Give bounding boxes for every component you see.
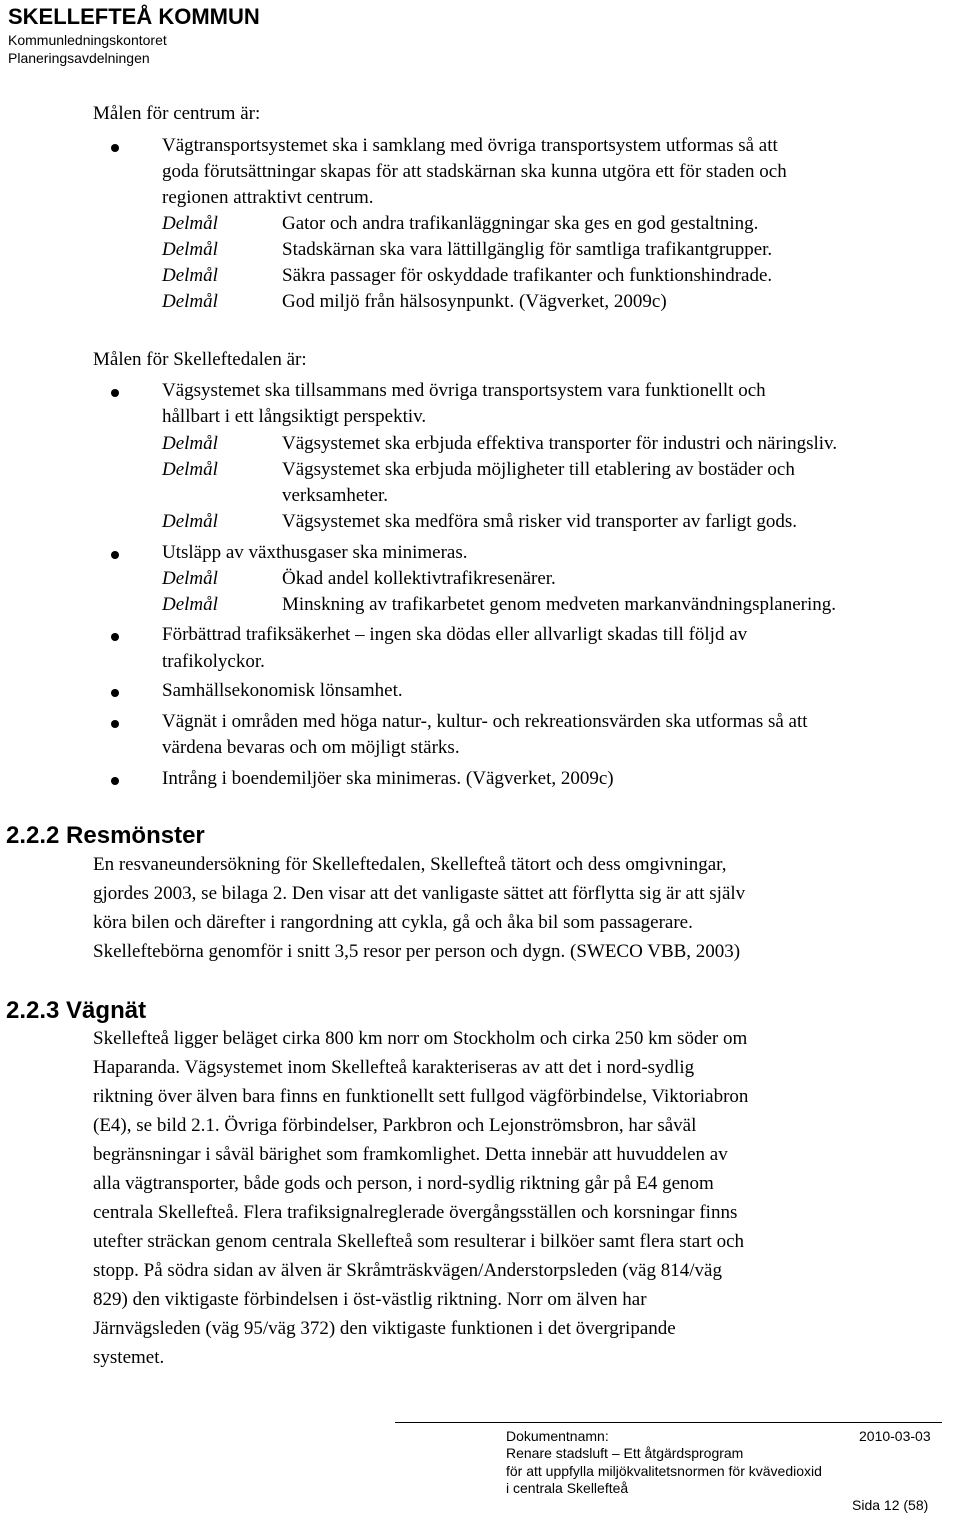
- bullet-marker: [111, 777, 119, 785]
- footer-date: 2010-03-03: [859, 1428, 931, 1444]
- footer-doc-location: i centrala Skellefteå: [506, 1480, 629, 1496]
- delmal-label: Delmål: [162, 459, 218, 480]
- footer-docname-label: Dokumentnamn:: [506, 1428, 609, 1444]
- paragraph-line: systemet.: [93, 1347, 165, 1368]
- delmal-text: Vägsystemet ska erbjuda effektiva transporter för industri och näringsliv.: [282, 433, 838, 454]
- delmal-text: verksamheter.: [282, 485, 389, 506]
- skelleftedalen-bullet-line: Vägsystemet ska tillsammans med övriga transportsystem vara funktionellt och: [162, 380, 766, 401]
- bullet-marker: [111, 551, 119, 559]
- paragraph-line: gjordes 2003, se bilaga 2. Den visar att det vanligaste sättet att förflytta sig är att själv: [93, 883, 746, 904]
- delmal-text: Vägsystemet ska medföra små risker vid transporter av farligt gods.: [282, 511, 797, 532]
- department-name: Kommunledningskontoret: [8, 32, 167, 48]
- bullet-marker: [111, 720, 119, 728]
- skelleftedalen-bullet-line: Förbättrad trafiksäkerhet – ingen ska dödas eller allvarligt skadas till följd av: [162, 624, 748, 645]
- delmal-text: Gator och andra trafikanläggningar ska ges en god gestaltning.: [282, 213, 759, 234]
- delmal-text: Minskning av trafikarbetet genom medveten markanvändningsplanering.: [282, 594, 837, 615]
- bullet-marker: [111, 389, 119, 397]
- delmal-text: Ökad andel kollektivtrafikresenärer.: [282, 568, 556, 589]
- bullet-marker: [111, 144, 119, 152]
- skelleftedalen-bullet-line: trafikolyckor.: [162, 651, 265, 672]
- paragraph-line: stopp. På södra sidan av älven är Skråmträskvägen/Anderstorpsleden (väg 814/väg: [93, 1260, 722, 1281]
- paragraph-line: Haparanda. Vägsystemet inom Skellefteå karakteriseras av att det i nord-sydlig: [93, 1057, 695, 1078]
- paragraph-line: 829) den viktigaste förbindelsen i öst-västlig riktning. Norr om älven har: [93, 1289, 647, 1310]
- delmal-text: God miljö från hälsosynpunkt. (Vägverket, 2009c): [282, 291, 667, 312]
- delmal-label: Delmål: [162, 239, 218, 260]
- paragraph-line: Skelleftebörna genomför i snitt 3,5 resor per person och dygn. (SWECO VBB, 2003): [93, 941, 741, 962]
- organization-name: SKELLEFTEÅ KOMMUN: [8, 4, 260, 29]
- delmal-label: Delmål: [162, 213, 218, 234]
- skelleftedalen-heading: Målen för Skelleftedalen är:: [93, 349, 307, 370]
- centrum-bullet-line: regionen attraktivt centrum.: [162, 187, 374, 208]
- paragraph-line: utefter sträckan genom centrala Skellefteå som resulterar i bilköer samt flera start och: [93, 1231, 745, 1252]
- footer-rule-left: [395, 1422, 506, 1423]
- footer-rule: [506, 1422, 942, 1423]
- bullet-marker: [111, 689, 119, 697]
- delmal-label: Delmål: [162, 568, 218, 589]
- paragraph-line: Järnvägsleden (väg 95/väg 372) den viktigaste funktionen i det övergripande: [93, 1318, 676, 1339]
- delmal-text: Stadskärnan ska vara lättillgänglig för samtliga trafikantgrupper.: [282, 239, 773, 260]
- delmal-text: Vägsystemet ska erbjuda möjligheter till etablering av bostäder och: [282, 459, 795, 480]
- paragraph-line: En resvaneundersökning för Skelleftedalen, Skellefteå tätort och dess omgivningar,: [93, 854, 727, 875]
- centrum-bullet-line: Vägtransportsystemet ska i samklang med övriga transportsystem utformas så att: [162, 135, 778, 156]
- delmal-label: Delmål: [162, 265, 218, 286]
- section-heading-resmonster: 2.2.2 Resmönster: [6, 822, 205, 849]
- delmal-label: Delmål: [162, 594, 218, 615]
- footer-doc-title: Renare stadsluft – Ett åtgärdsprogram: [506, 1445, 744, 1461]
- skelleftedalen-bullet-line: Intrång i boendemiljöer ska minimeras. (Vägverket, 2009c): [162, 768, 614, 789]
- footer-doc-subtitle: för att uppfylla miljökvalitetsnormen för kvävedioxid: [506, 1463, 822, 1479]
- paragraph-line: alla vägtransporter, både gods och person, i nord-sydlig riktning går på E4 genom: [93, 1173, 714, 1194]
- delmal-label: Delmål: [162, 511, 218, 532]
- paragraph-line: Skellefteå ligger beläget cirka 800 km norr om Stockholm och cirka 250 km söder om: [93, 1028, 748, 1049]
- skelleftedalen-bullet-line: värdena bevaras och om möjligt stärks.: [162, 737, 460, 758]
- skelleftedalen-bullet-line: Utsläpp av växthusgaser ska minimeras.: [162, 542, 468, 563]
- delmal-label: Delmål: [162, 433, 218, 454]
- skelleftedalen-bullet-line: Samhällsekonomisk lönsamhet.: [162, 680, 403, 701]
- centrum-bullet-line: goda förutsättningar skapas för att stadskärnan ska kunna utgöra ett för staden och: [162, 161, 787, 182]
- delmal-label: Delmål: [162, 291, 218, 312]
- paragraph-line: centrala Skellefteå. Flera trafiksignalreglerade övergångsställen och korsningar finns: [93, 1202, 738, 1223]
- paragraph-line: (E4), se bild 2.1. Övriga förbindelser, Parkbron och Lejonströmsbron, har såväl: [93, 1115, 697, 1136]
- section-heading-vagnat: 2.2.3 Vägnät: [6, 997, 147, 1024]
- skelleftedalen-bullet-line: hållbart i ett långsiktigt perspektiv.: [162, 406, 427, 427]
- paragraph-line: riktning över älven bara finns en funktionellt sett fullgod vägförbindelse, Viktoriabron: [93, 1086, 749, 1107]
- paragraph-line: begränsningar i såväl bärighet som framkomlighet. Detta innebär att huvuddelen av: [93, 1144, 728, 1165]
- delmal-text: Säkra passager för oskyddade trafikanter och funktionshindrade.: [282, 265, 773, 286]
- centrum-heading: Målen för centrum är:: [93, 103, 261, 124]
- bullet-marker: [111, 633, 119, 641]
- skelleftedalen-bullet-line: Vägnät i områden med höga natur-, kultur- och rekreationsvärden ska utformas så att: [162, 711, 808, 732]
- division-name: Planeringsavdelningen: [8, 50, 150, 66]
- paragraph-line: köra bilen och därefter i rangordning att cykla, gå och åka bil som passagerare.: [93, 912, 693, 933]
- page-number: Sida 12 (58): [852, 1497, 929, 1513]
